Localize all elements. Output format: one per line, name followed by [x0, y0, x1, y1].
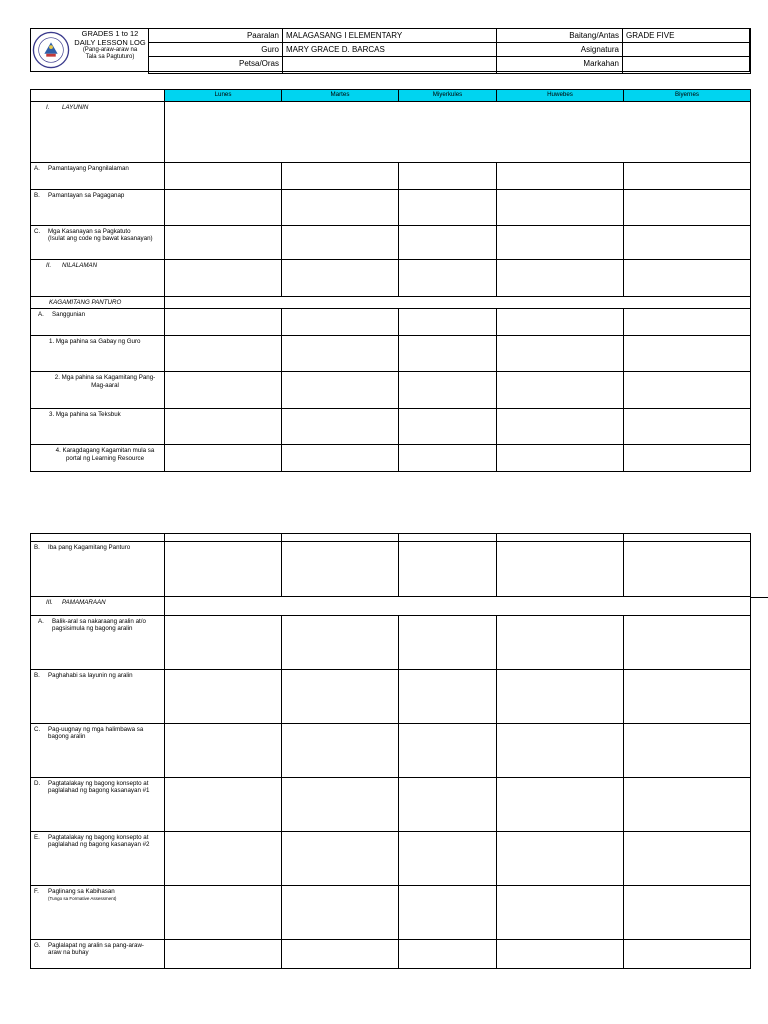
row-label-pamantayang-pangnilalaman: [31, 163, 165, 190]
row-label-teksbuk: 3. Mga pahina sa Teksbuk: [31, 409, 165, 445]
cell: [497, 534, 624, 542]
cell[interactable]: [497, 724, 624, 778]
row-letter: B.: [34, 192, 40, 199]
cell[interactable]: [497, 190, 624, 226]
row-text: Pamantayang Pangnilalaman: [48, 165, 129, 172]
overflow-rule: [750, 597, 768, 598]
cell[interactable]: [165, 309, 282, 336]
cell[interactable]: [282, 832, 399, 886]
cell[interactable]: [399, 542, 497, 597]
cell[interactable]: [165, 616, 282, 670]
row-text-line: (Isulat ang code ng bawat kasanayan): [48, 235, 153, 243]
cell[interactable]: [282, 670, 399, 724]
row-label-balik-aral: [31, 616, 165, 670]
cell[interactable]: [165, 163, 282, 190]
row-letter: D.: [34, 780, 41, 787]
cell[interactable]: [399, 886, 497, 940]
cell[interactable]: [497, 778, 624, 832]
cell[interactable]: [399, 940, 497, 969]
row-label-pamamaraan: [31, 597, 165, 616]
cell: [624, 534, 751, 542]
day-header-huwebes: Huwebes: [497, 90, 624, 102]
cell[interactable]: [165, 260, 282, 297]
cell[interactable]: [282, 542, 399, 597]
row-label-paglalapat: [31, 940, 165, 969]
cell[interactable]: [282, 226, 399, 260]
cell[interactable]: [282, 372, 399, 409]
row-text: [48, 228, 158, 243]
title-line-4: Tala sa Pagtuturo): [85, 54, 135, 60]
asignatura-label: Asignatura: [497, 43, 623, 57]
cell[interactable]: [282, 940, 399, 969]
cell[interactable]: [399, 616, 497, 670]
cell[interactable]: [497, 445, 624, 472]
cell[interactable]: [497, 542, 624, 597]
row-text: Sanggunian: [52, 311, 86, 319]
cell[interactable]: [624, 670, 751, 724]
pamamaraan-merged-cell[interactable]: [165, 597, 751, 616]
cell[interactable]: [282, 886, 399, 940]
petsa-field[interactable]: [283, 57, 497, 74]
baitang-field[interactable]: GRADE FIVE: [623, 29, 751, 43]
cell[interactable]: [497, 372, 624, 409]
cell[interactable]: [282, 616, 399, 670]
cell[interactable]: [282, 409, 399, 445]
row-letter: B.: [34, 544, 40, 551]
row-label-paghahabi: [31, 670, 165, 724]
row-label-karagdagang-kagamitan: 4. Karagdagang Kagamitan mula sa portal ng Learning Resource: [31, 445, 165, 472]
roman-numeral: III.: [46, 599, 53, 606]
row-label-pamantayan-sa-pagaganap: [31, 190, 165, 226]
row-label-pagtatalakay-2: [31, 832, 165, 886]
row-subtext: (Tungo sa Formative Assessment): [48, 896, 117, 902]
cell[interactable]: [399, 670, 497, 724]
cell[interactable]: [282, 445, 399, 472]
cell[interactable]: [282, 309, 399, 336]
cell[interactable]: [497, 260, 624, 297]
row-text: Pagtatalakay ng bagong konsepto at paglalahad ng bagong kasanayan #1: [48, 780, 150, 795]
lesson-table-1: [30, 89, 751, 472]
cell[interactable]: [399, 409, 497, 445]
cell[interactable]: [165, 940, 282, 969]
cell[interactable]: [497, 670, 624, 724]
day-header-biyernes: Biyernes: [624, 90, 751, 102]
cell[interactable]: [624, 832, 751, 886]
cell[interactable]: [165, 542, 282, 597]
cell[interactable]: [497, 336, 624, 372]
cell[interactable]: [399, 372, 497, 409]
day-header-lunes: Lunes: [165, 90, 282, 102]
row-text: Pagtatalakay ng bagong konsepto at paglalahad ng bagong kasanayan #2: [48, 834, 150, 849]
cell[interactable]: [399, 724, 497, 778]
cell[interactable]: [165, 445, 282, 472]
cell: [282, 534, 399, 542]
cell[interactable]: [624, 163, 751, 190]
header-info-table: [148, 28, 751, 74]
cell[interactable]: [497, 409, 624, 445]
row-letter: A.: [34, 165, 40, 172]
row-label-kagamitang-pang-mag-aaral: 2. Mga pahina sa Kagamitang Pang-Mag-aaral: [31, 372, 165, 409]
row-letter: E.: [34, 834, 40, 841]
cell[interactable]: [399, 163, 497, 190]
section-title: LAYUNIN: [62, 104, 89, 111]
day-header-miyerkules: Miyerkules: [399, 90, 497, 102]
cell[interactable]: [497, 886, 624, 940]
row-letter: G.: [34, 942, 41, 949]
cell[interactable]: [624, 409, 751, 445]
cell[interactable]: [624, 226, 751, 260]
section-title: NILALAMAN: [62, 262, 98, 269]
cell[interactable]: [624, 309, 751, 336]
roman-numeral: I.: [46, 104, 50, 111]
corner-cell: [31, 90, 165, 102]
cell[interactable]: [282, 336, 399, 372]
roman-numeral: II.: [46, 262, 52, 269]
cell[interactable]: [497, 616, 624, 670]
row-letter: B.: [34, 672, 40, 679]
row-letter: C.: [34, 228, 41, 235]
cell[interactable]: [624, 542, 751, 597]
cell[interactable]: [399, 226, 497, 260]
markahan-field[interactable]: [623, 57, 751, 74]
kagamitan-merged-cell[interactable]: [165, 297, 751, 309]
cell[interactable]: [497, 226, 624, 260]
markahan-label: Markahan: [497, 57, 623, 74]
paaralan-label: Paaralan: [149, 29, 283, 43]
row-letter: A.: [38, 311, 44, 319]
row-text: [48, 888, 116, 903]
cell[interactable]: [624, 260, 751, 297]
cell[interactable]: [282, 724, 399, 778]
row-label-paglinang: [31, 886, 165, 940]
cell[interactable]: [624, 616, 751, 670]
row-letter: A.: [38, 618, 44, 625]
cell[interactable]: [399, 778, 497, 832]
cell[interactable]: [165, 670, 282, 724]
cell[interactable]: [165, 372, 282, 409]
row-label-sanggunian: [31, 309, 165, 336]
row-label-gabay-ng-guro: 1. Mga pahina sa Gabay ng Guro: [31, 336, 165, 372]
section-title: PAMAMARAAN: [62, 599, 106, 606]
cell[interactable]: [624, 940, 751, 969]
title-line-2: DAILY LESSON LOG: [74, 38, 146, 47]
row-label-mga-kasanayan: [31, 226, 165, 260]
cell[interactable]: [165, 832, 282, 886]
title-line-3: (Pang-araw-araw na: [82, 47, 138, 53]
cell[interactable]: [165, 226, 282, 260]
cell[interactable]: [399, 260, 497, 297]
day-header-martes: Martes: [282, 90, 399, 102]
lesson-table-2: [30, 533, 751, 969]
row-label-iba-pang-kagamitan: [31, 542, 165, 597]
cell[interactable]: [624, 190, 751, 226]
cell[interactable]: [624, 336, 751, 372]
cell[interactable]: [165, 778, 282, 832]
asignatura-field[interactable]: [623, 43, 751, 57]
cell: [399, 534, 497, 542]
cell[interactable]: [165, 409, 282, 445]
petsa-label: Petsa/Oras: [149, 57, 283, 74]
cell[interactable]: [399, 445, 497, 472]
cell[interactable]: [282, 778, 399, 832]
title-line-1: GRADES 1 to 12: [81, 29, 139, 38]
row-label-nilalaman: [31, 260, 165, 297]
layunin-merged-cell[interactable]: [165, 102, 751, 163]
cell[interactable]: [399, 309, 497, 336]
cell[interactable]: [497, 940, 624, 969]
cell[interactable]: [497, 309, 624, 336]
cell[interactable]: [399, 336, 497, 372]
row-label-pagtatalakay-1: [31, 778, 165, 832]
cell[interactable]: [165, 190, 282, 226]
cell[interactable]: [624, 372, 751, 409]
row-text: Paglalapat ng aralin sa pang-araw-araw na buhay: [48, 942, 144, 957]
cell[interactable]: [624, 724, 751, 778]
cell[interactable]: [624, 778, 751, 832]
guro-label: Guro: [149, 43, 283, 57]
cell[interactable]: [282, 163, 399, 190]
row-label-kagamitang-panturo: KAGAMITANG PANTURO: [31, 297, 165, 309]
row-letter: C.: [34, 726, 41, 733]
cell[interactable]: [399, 832, 497, 886]
deped-seal-icon: [32, 31, 70, 69]
row-text: Pag-uugnay ng mga halimbawa sa bagong aralin: [48, 726, 144, 741]
cell[interactable]: [497, 163, 624, 190]
corner-cell: [31, 534, 165, 542]
row-text: Paghahabi sa layunin ng aralin: [48, 672, 133, 679]
cell[interactable]: [497, 832, 624, 886]
cell[interactable]: [624, 445, 751, 472]
paaralan-field[interactable]: MALAGASANG I ELEMENTARY: [283, 29, 497, 43]
form-title: [72, 29, 148, 61]
cell[interactable]: [282, 260, 399, 297]
cell[interactable]: [624, 886, 751, 940]
cell[interactable]: [165, 886, 282, 940]
row-text: Pamantayan sa Pagaganap: [48, 192, 125, 199]
row-text-line: Paglinang sa Kabihasan: [48, 888, 115, 895]
row-label-layunin: [31, 102, 165, 163]
cell[interactable]: [165, 336, 282, 372]
row-label-pag-uugnay: [31, 724, 165, 778]
cell[interactable]: [282, 190, 399, 226]
cell[interactable]: [165, 724, 282, 778]
guro-field[interactable]: MARY GRACE D. BARCAS: [283, 43, 497, 57]
row-text: Iba pang Kagamitang Panturo: [48, 544, 131, 551]
cell: [165, 534, 282, 542]
cell[interactable]: [399, 190, 497, 226]
baitang-label: Baitang/Antas: [497, 29, 623, 43]
row-text: Balik-aral sa nakaraang aralin at/o pagsisimula ng bagong aralin: [52, 618, 146, 633]
row-letter: F.: [34, 888, 39, 895]
row-text-line: Mga Kasanayan sa Pagkatuto: [48, 228, 131, 235]
